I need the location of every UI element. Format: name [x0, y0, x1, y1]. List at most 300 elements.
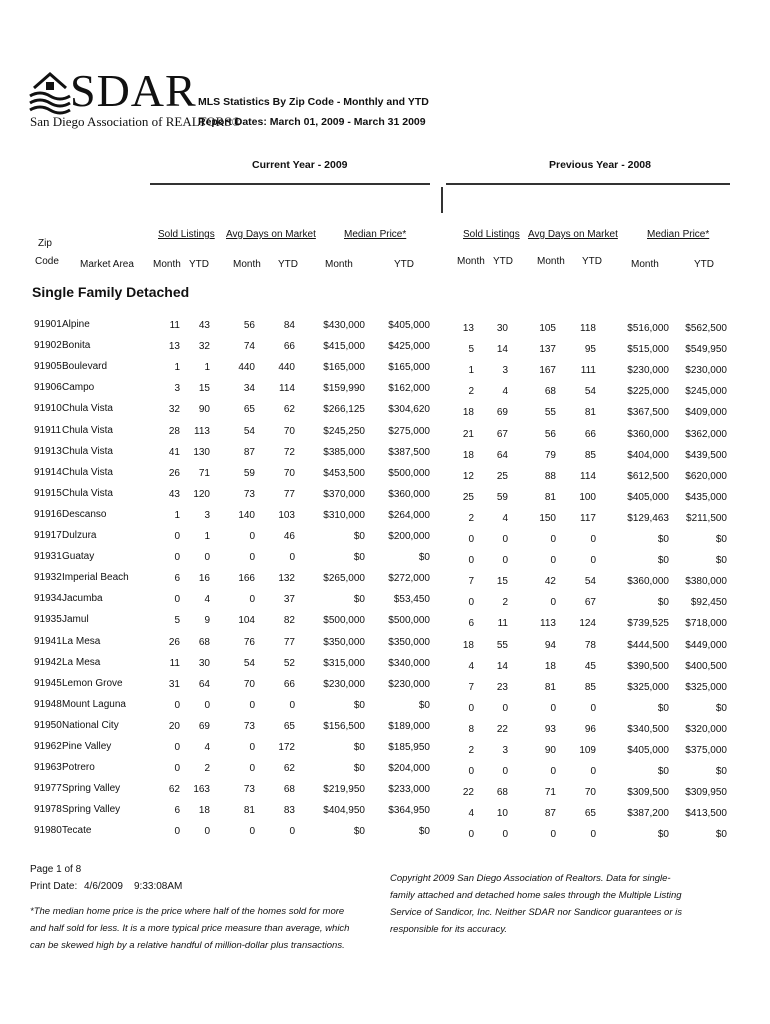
header-market-area: Market Area — [80, 259, 134, 270]
current-year-value: 41 — [168, 447, 180, 458]
previous-year-value: 0 — [502, 703, 508, 714]
previous-year-value: 0 — [590, 829, 596, 840]
current-year-value: 83 — [283, 805, 295, 816]
market-area: Chula Vista — [62, 446, 113, 457]
current-year-value: $304,620 — [388, 404, 430, 415]
current-year-value: 0 — [174, 763, 180, 774]
current-year-value: $0 — [353, 700, 365, 711]
current-year-rule — [150, 183, 430, 185]
current-year-value: $425,000 — [388, 341, 430, 352]
current-year-value: $350,000 — [388, 637, 430, 648]
previous-year-value: 0 — [468, 766, 474, 777]
current-year-value: 65 — [243, 404, 255, 415]
current-year-value: 13 — [168, 341, 180, 352]
current-year-value: 43 — [198, 320, 210, 331]
previous-year-value: 5 — [468, 344, 474, 355]
previous-year-value: $211,500 — [686, 513, 727, 524]
current-year-value: 77 — [283, 489, 295, 500]
current-year-value: 73 — [243, 489, 255, 500]
current-year-value: $340,000 — [388, 658, 430, 669]
previous-year-value: 0 — [550, 534, 556, 545]
previous-year-value: 71 — [544, 787, 556, 798]
previous-year-value: 11 — [497, 618, 508, 629]
previous-year-value: $562,500 — [685, 323, 727, 334]
previous-year-value: 94 — [544, 640, 556, 651]
current-year-value: 87 — [243, 447, 255, 458]
current-year-value: $404,950 — [323, 805, 365, 816]
current-year-value: $245,250 — [323, 426, 365, 437]
previous-year-value: 0 — [502, 829, 508, 840]
current-year-value: $185,950 — [388, 742, 430, 753]
current-year-value: $500,000 — [388, 615, 430, 626]
current-year-value: 0 — [289, 700, 295, 711]
current-year-value: $0 — [353, 531, 365, 542]
current-year-value: 6 — [174, 573, 180, 584]
previous-year-value: 88 — [544, 471, 556, 482]
previous-year-value: 137 — [539, 344, 556, 355]
previous-year-value: 81 — [584, 407, 596, 418]
previous-year-value: 2 — [502, 597, 508, 608]
previous-year-value: $612,500 — [627, 471, 669, 482]
market-area: Spring Valley — [62, 804, 121, 815]
current-year-value: 0 — [174, 700, 180, 711]
previous-year-value: 7 — [468, 682, 474, 693]
previous-year-value: 66 — [584, 429, 596, 440]
previous-year-value: 167 — [539, 365, 556, 376]
current-year-value: 0 — [249, 552, 255, 563]
current-year-value: 0 — [249, 700, 255, 711]
market-area: Jamul — [62, 614, 89, 625]
market-area: Imperial Beach — [62, 572, 129, 583]
current-year-value: 4 — [204, 742, 210, 753]
previous-year-value: $320,000 — [685, 724, 727, 735]
header-sold-listings-current: Sold Listings — [158, 229, 215, 240]
market-area: Bonita — [62, 340, 91, 351]
current-year-value: 103 — [278, 510, 295, 521]
previous-year-value: 1 — [468, 365, 474, 376]
zip-code: 91963 — [34, 762, 62, 773]
market-area: Guatay — [62, 551, 95, 562]
zip-code: 91932 — [34, 572, 62, 583]
previous-year-value: 0 — [590, 766, 596, 777]
previous-year-value: 96 — [584, 724, 596, 735]
previous-year-value: 21 — [462, 429, 474, 440]
previous-year-value: 18 — [462, 640, 474, 651]
current-year-value: 62 — [283, 763, 295, 774]
current-year-value: 74 — [243, 341, 255, 352]
market-area: Jacumba — [62, 593, 103, 604]
previous-year-value: 0 — [550, 703, 556, 714]
previous-year-value: 25 — [496, 471, 508, 482]
previous-year-value: $390,500 — [627, 661, 669, 672]
previous-year-value: $92,450 — [690, 597, 727, 608]
current-year-value: 26 — [168, 468, 180, 479]
header-avg-days-previous: Avg Days on Market — [528, 229, 618, 240]
current-year-value: 0 — [249, 763, 255, 774]
market-area: Alpine — [62, 319, 90, 330]
previous-year-value: 55 — [496, 640, 508, 651]
current-year-value: 11 — [169, 658, 180, 669]
current-year-value: 0 — [174, 594, 180, 605]
current-year-value: $387,500 — [388, 447, 430, 458]
previous-year-value: 14 — [496, 344, 508, 355]
zip-code: 91902 — [34, 340, 62, 351]
current-year-value: 163 — [193, 784, 210, 795]
previous-year-value: 67 — [584, 597, 596, 608]
previous-year-value: $340,500 — [627, 724, 669, 735]
header-sold-listings-previous: Sold Listings — [463, 229, 520, 240]
current-year-title: Current Year - 2009 — [252, 159, 348, 171]
page-number: Page 1 of 8 — [30, 864, 82, 875]
current-year-value: 68 — [283, 784, 295, 795]
current-year-value: $165,000 — [323, 362, 365, 373]
header-ytd: YTD — [394, 259, 414, 270]
current-year-value: $430,000 — [323, 320, 365, 331]
previous-year-value: 2 — [468, 745, 474, 756]
print-time: 9:33:08AM — [134, 881, 183, 892]
previous-year-value: $405,000 — [627, 745, 669, 756]
current-year-value: 56 — [243, 320, 255, 331]
current-year-value: $350,000 — [323, 637, 365, 648]
current-year-value: $204,000 — [388, 763, 430, 774]
current-year-value: 54 — [243, 658, 255, 669]
market-area: Mount Laguna — [62, 699, 126, 710]
zip-code: 91917 — [34, 530, 62, 541]
current-year-value: 2 — [204, 763, 210, 774]
current-year-value: 70 — [283, 426, 295, 437]
market-area: Chula Vista — [62, 467, 113, 478]
header-month: Month — [457, 256, 485, 267]
current-year-value: 65 — [283, 721, 295, 732]
previous-year-value: $367,500 — [627, 407, 669, 418]
previous-year-value: 4 — [502, 386, 508, 397]
previous-year-value: 0 — [502, 766, 508, 777]
sdar-logo — [28, 65, 242, 132]
previous-year-value: 6 — [468, 618, 474, 629]
current-year-value: 172 — [278, 742, 295, 753]
previous-year-value: 70 — [584, 787, 596, 798]
previous-year-value: $0 — [657, 829, 669, 840]
current-year-value: 54 — [243, 426, 255, 437]
previous-year-value: 4 — [468, 808, 474, 819]
previous-year-value: 0 — [468, 597, 474, 608]
previous-year-value: 23 — [496, 682, 508, 693]
current-year-value: 73 — [243, 721, 255, 732]
previous-year-value: 93 — [544, 724, 556, 735]
current-year-value: 34 — [243, 383, 255, 394]
header-median-price-current: Median Price* — [344, 229, 407, 240]
previous-year-value: 0 — [468, 703, 474, 714]
current-year-value: $315,000 — [323, 658, 365, 669]
previous-year-value: $549,950 — [685, 344, 727, 355]
current-year-value: 0 — [289, 552, 295, 563]
previous-year-value: 14 — [496, 661, 508, 672]
previous-year-value: $360,000 — [627, 429, 669, 440]
current-year-value: 3 — [204, 510, 210, 521]
previous-year-value: 100 — [579, 492, 596, 503]
zip-code: 91931 — [34, 551, 62, 562]
market-area: Tecate — [62, 825, 92, 836]
previous-year-value: 0 — [550, 555, 556, 566]
current-year-value: $189,000 — [388, 721, 430, 732]
current-year-value: 16 — [198, 573, 210, 584]
previous-year-value: $409,000 — [685, 407, 727, 418]
zip-code: 91910 — [34, 403, 62, 414]
report-dates: Report Dates: March 01, 2009 - March 31 2009 — [198, 116, 426, 128]
current-year-value: $415,000 — [323, 341, 365, 352]
current-year-value: 52 — [283, 658, 295, 669]
previous-year-value: 0 — [590, 703, 596, 714]
previous-year-value: $0 — [657, 703, 669, 714]
previous-year-value: $387,200 — [627, 808, 669, 819]
previous-year-value: $0 — [715, 534, 727, 545]
previous-year-value: 12 — [462, 471, 474, 482]
previous-year-value: 81 — [544, 682, 556, 693]
current-year-value: $500,000 — [323, 615, 365, 626]
current-year-value: 166 — [238, 573, 255, 584]
current-year-value: $264,000 — [388, 510, 430, 521]
current-year-value: 11 — [169, 320, 180, 331]
current-year-value: 0 — [204, 826, 210, 837]
header-ytd: YTD — [278, 259, 298, 270]
current-year-value: $310,000 — [323, 510, 365, 521]
previous-year-value: $0 — [715, 703, 727, 714]
previous-year-value: 65 — [584, 808, 596, 819]
current-year-value: $0 — [418, 552, 430, 563]
current-year-value: 3 — [174, 383, 180, 394]
previous-year-value: 0 — [468, 534, 474, 545]
header-ytd: YTD — [582, 256, 602, 267]
market-area: Potrero — [62, 762, 95, 773]
previous-year-value: $400,500 — [685, 661, 727, 672]
current-year-value: 70 — [243, 679, 255, 690]
current-year-value: 0 — [289, 826, 295, 837]
previous-year-value: 18 — [462, 407, 474, 418]
previous-year-value: 0 — [468, 829, 474, 840]
header-month: Month — [631, 259, 659, 270]
previous-year-value: 67 — [496, 429, 508, 440]
current-year-value: 4 — [204, 594, 210, 605]
previous-year-value: 7 — [468, 576, 474, 587]
previous-year-value: 3 — [502, 745, 508, 756]
zip-code: 91945 — [34, 678, 62, 689]
previous-year-value: 59 — [496, 492, 508, 503]
current-year-value: 0 — [204, 700, 210, 711]
current-year-value: $0 — [353, 594, 365, 605]
previous-year-value: 117 — [580, 513, 596, 524]
current-year-value: 0 — [174, 742, 180, 753]
current-year-value: $405,000 — [388, 320, 430, 331]
previous-year-value: $405,000 — [627, 492, 669, 503]
previous-year-value: 114 — [580, 471, 596, 482]
current-year-value: $0 — [418, 700, 430, 711]
previous-year-value: 0 — [590, 534, 596, 545]
previous-year-value: $515,000 — [627, 344, 669, 355]
previous-year-value: $129,463 — [627, 513, 669, 524]
current-year-value: 66 — [283, 679, 295, 690]
zip-code: 91935 — [34, 614, 62, 625]
previous-year-value: $230,000 — [685, 365, 727, 376]
current-year-value: 9 — [204, 615, 210, 626]
current-year-value: 18 — [198, 805, 210, 816]
current-year-value: 31 — [168, 679, 180, 690]
previous-year-value: $444,500 — [627, 640, 669, 651]
current-year-value: $156,500 — [323, 721, 365, 732]
previous-year-value: $449,000 — [685, 640, 727, 651]
header-month: Month — [325, 259, 353, 270]
previous-year-value: $375,000 — [685, 745, 727, 756]
previous-year-value: 0 — [468, 555, 474, 566]
previous-year-value: $230,000 — [627, 365, 669, 376]
header-code: Code — [35, 256, 59, 267]
current-year-value: 440 — [238, 362, 255, 373]
current-year-value: 72 — [283, 447, 295, 458]
current-year-value: 32 — [168, 404, 180, 415]
current-year-value: $230,000 — [388, 679, 430, 690]
current-year-value: 6 — [174, 805, 180, 816]
current-year-value: 113 — [194, 426, 210, 437]
header-median-price-previous: Median Price* — [647, 229, 710, 240]
current-year-value: 66 — [283, 341, 295, 352]
header-ytd: YTD — [189, 259, 209, 270]
current-year-value: $0 — [353, 552, 365, 563]
previous-year-value: 113 — [540, 618, 556, 629]
current-year-value: 69 — [198, 721, 210, 732]
previous-year-value: $0 — [657, 534, 669, 545]
zip-code: 91934 — [34, 593, 62, 604]
header-month: Month — [153, 259, 181, 270]
previous-year-value: 3 — [502, 365, 508, 376]
logo-wordmark: SDAR — [70, 65, 197, 116]
market-area: Chula Vista — [62, 425, 113, 436]
previous-year-value: $0 — [715, 555, 727, 566]
current-year-value: $0 — [353, 826, 365, 837]
current-year-value: $385,000 — [323, 447, 365, 458]
current-year-value: 1 — [174, 510, 180, 521]
current-year-value: 20 — [168, 721, 180, 732]
header-ytd: YTD — [694, 259, 714, 270]
current-year-value: 0 — [249, 594, 255, 605]
previous-year-value: 8 — [468, 724, 474, 735]
zip-code: 91950 — [34, 720, 62, 731]
current-year-value: $230,000 — [323, 679, 365, 690]
current-year-value: 62 — [168, 784, 180, 795]
current-year-value: 104 — [238, 615, 255, 626]
previous-year-value: $516,000 — [627, 323, 669, 334]
house-waves-icon — [28, 68, 72, 116]
current-year-value: $272,000 — [388, 573, 430, 584]
previous-year-value: 0 — [550, 766, 556, 777]
current-year-value: $500,000 — [388, 468, 430, 479]
zip-code: 91977 — [34, 783, 62, 794]
header-avg-days-current: Avg Days on Market — [226, 229, 316, 240]
median-price-note: *The median home price is the price where half of the homes sold for more and half sold for less. It is a more typical price measure than average, which can be skewed high by a relative handful of million-dollar plus transactions. — [30, 906, 350, 951]
previous-year-value: 85 — [584, 450, 596, 461]
market-area: La Mesa — [62, 657, 101, 668]
previous-year-value: 111 — [580, 365, 596, 376]
current-year-value: $165,000 — [388, 362, 430, 373]
previous-year-value: $325,000 — [627, 682, 669, 693]
current-year-value: 81 — [243, 805, 255, 816]
current-year-value: 140 — [238, 510, 255, 521]
current-year-value: 84 — [283, 320, 295, 331]
previous-year-value: 13 — [462, 323, 474, 334]
previous-year-value: 68 — [496, 787, 508, 798]
market-area: Pine Valley — [62, 741, 112, 752]
previous-year-value: $404,000 — [627, 450, 669, 461]
market-area: Chula Vista — [62, 488, 113, 499]
current-year-value: $0 — [353, 742, 365, 753]
previous-year-value: $309,500 — [627, 787, 669, 798]
current-year-value: 28 — [168, 426, 180, 437]
header-ytd: YTD — [493, 256, 513, 267]
current-year-value: 64 — [198, 679, 210, 690]
previous-year-value: 30 — [496, 323, 508, 334]
current-year-value: 77 — [283, 637, 295, 648]
zip-code: 91942 — [34, 657, 62, 668]
zip-code: 91948 — [34, 699, 62, 710]
current-year-value: 1 — [174, 362, 180, 373]
previous-year-rule — [446, 183, 730, 185]
current-year-value: 26 — [168, 637, 180, 648]
previous-year-value: $739,525 — [627, 618, 669, 629]
current-year-value: $159,990 — [323, 383, 365, 394]
previous-year-value: $309,950 — [685, 787, 727, 798]
current-year-value: 114 — [279, 383, 295, 394]
previous-year-value: 10 — [496, 808, 508, 819]
section-title: Single Family Detached — [32, 284, 190, 300]
current-year-value: 5 — [174, 615, 180, 626]
previous-year-value: 95 — [584, 344, 596, 355]
copyright-note: Copyright 2009 San Diego Association of Realtors. Data for single-family attached and detached home sales through the Multiple Listing Service of Sandicor, Inc. Neither SDAR nor Sandicor guarantees or is responsible for its accuracy. — [390, 873, 683, 935]
print-date: 4/6/2009 — [84, 881, 123, 892]
previous-year-value: 78 — [584, 640, 596, 651]
current-year-value: $266,125 — [323, 404, 365, 415]
header-month: Month — [537, 256, 565, 267]
current-year-value: 0 — [174, 531, 180, 542]
header-zip: Zip — [38, 238, 52, 249]
current-year-value: $219,950 — [323, 784, 365, 795]
current-year-value: $275,000 — [388, 426, 430, 437]
previous-year-value: 0 — [502, 555, 508, 566]
previous-year-value: 2 — [468, 386, 474, 397]
current-year-value: 71 — [198, 468, 210, 479]
current-year-value: 0 — [174, 552, 180, 563]
zip-code: 91911 — [34, 425, 62, 436]
previous-year-value: $0 — [657, 597, 669, 608]
zip-code: 91915 — [34, 488, 62, 499]
market-area: Campo — [62, 382, 95, 393]
previous-year-value: 0 — [502, 534, 508, 545]
previous-year-value: $0 — [657, 555, 669, 566]
previous-year-title: Previous Year - 2008 — [549, 159, 651, 171]
previous-year-value: $245,000 — [685, 386, 727, 397]
current-year-value: $364,950 — [388, 805, 430, 816]
previous-year-value: 42 — [544, 576, 556, 587]
previous-year-value: $325,000 — [685, 682, 727, 693]
previous-year-value: 124 — [579, 618, 596, 629]
previous-year-value: 68 — [544, 386, 556, 397]
market-area: Boulevard — [62, 361, 108, 372]
current-year-value: 76 — [243, 637, 255, 648]
current-year-value: 30 — [198, 658, 210, 669]
current-year-value: 43 — [168, 489, 180, 500]
current-year-value: 0 — [249, 531, 255, 542]
previous-year-value: $362,000 — [685, 429, 727, 440]
previous-year-value: 22 — [462, 787, 474, 798]
previous-year-value: $0 — [657, 766, 669, 777]
previous-year-value: 87 — [544, 808, 556, 819]
